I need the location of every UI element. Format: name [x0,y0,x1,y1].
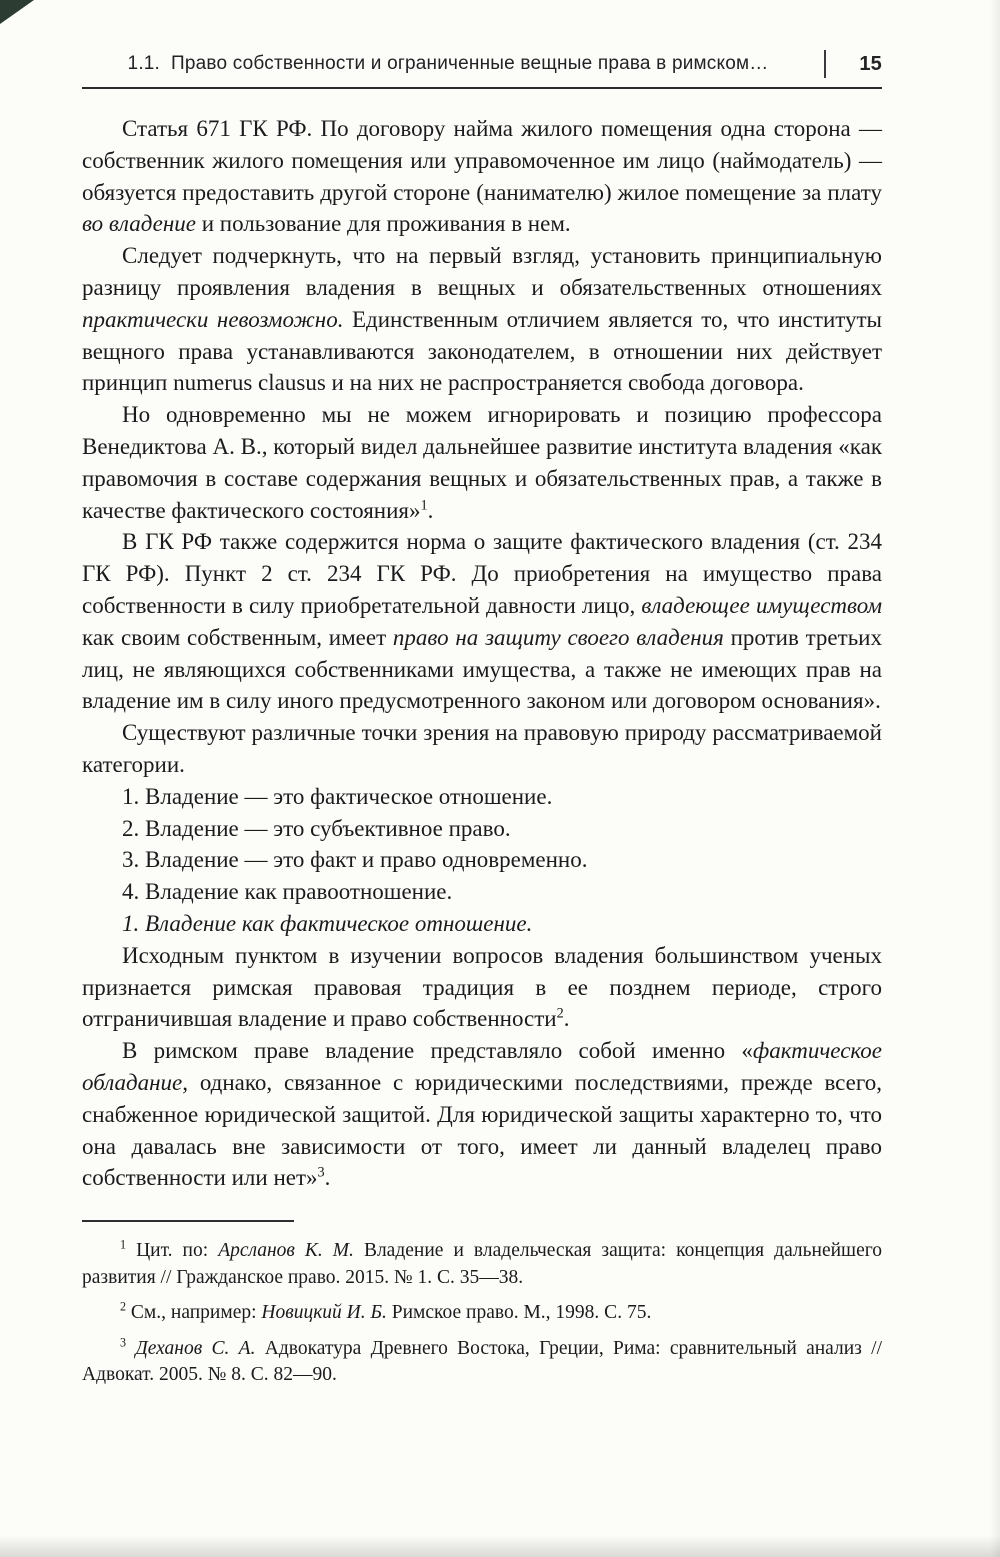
footnote [82,1300,882,1327]
text-run: практически невозможно. [82,306,344,332]
text-run: владеющее имуществом [641,592,882,618]
text-run: Но одновременно мы не можем игнорировать и позицию профессора Венедиктова А. В., который видел дальнейшее развитие института владения «как правомочия в составе содержания вещных и обязательственных прав, а также в качестве фактического состояния» [82,402,882,523]
text-run: Цит. по: [126,1240,219,1262]
text-run: Арсланов К. М. [218,1240,354,1262]
text-run: См., например: [126,1302,262,1324]
text-run: право на защиту своего владения [392,624,724,650]
footnotes [82,1238,882,1389]
paragraph [82,526,882,717]
text-run: Исходным пунктом в изучении вопросов владения большинством ученых признается римская правовая традиция в ее позднем периоде, строго отграничившая владение и право собственности [82,942,882,1032]
text-run: . [563,1006,570,1032]
running-head [82,50,882,78]
footnote-ref: 1 [120,1237,127,1252]
text-run: Деханов С. А. [135,1337,256,1359]
footnote-rule [82,1220,294,1222]
paragraph [82,908,882,940]
body-text [82,113,882,1194]
footnote-ref: 3 [120,1335,127,1350]
paragraph [82,844,882,876]
paragraph [82,940,882,1035]
text-run: Статья 671 ГК РФ. По договору найма жилого помещения одна сторона — собственник жилого помещения или управомоченное им лицо (наймодатель) — обязуется предоставить другой стороне (нанимателю) жилое помещение за плату [82,116,882,205]
text-run: Следует подчеркнуть, что на первый взгляд, установить принципиальную разницу проявления владения в вещных и обязательственных отношениях [82,243,882,300]
footnote-ref: 2 [120,1299,127,1314]
paragraph [82,240,882,399]
footnote-ref: 2 [556,1005,564,1022]
text-run: как своим собственным, имеет [82,624,393,650]
text-run: Новицкий И. Б. [261,1302,387,1324]
text-run: Владение и владельческая защита: концепция дальнейшего развития // Гражданское право. 2015. № 1. С. 35—38. [82,1240,882,1288]
text-run: 3. Владение — это факт и право одновременно. [122,847,588,873]
text-run: Римское право. М., 1998. С. 75. [386,1302,652,1324]
paragraph [82,1035,882,1194]
paragraph [82,781,882,813]
text-run: 4. Владение как правоотношение. [122,879,453,905]
footnote [82,1238,882,1291]
text-run: во владение [82,211,196,237]
text-run: 2. Владение — это субъективное право. [122,815,511,841]
paragraph [82,717,882,781]
text-run: 1. Владение — это фактическое отношение. [122,783,553,809]
text-run: Единственным отличием является то, что институты вещного права устанавливаются законодателем, в отношении них действует принцип numerus clausus и на них не распространяется свобода договора. [82,306,883,396]
text-run: однако, связанное с юридическими последствиями, прежде всего, снабженное юридической защитой. Для юридической защиты характерно то, что она давалась вне зависимости от того, имеет ли данный владелец право собственности или нет» [82,1069,882,1191]
text-run: . [324,1165,331,1191]
running-head-title [82,53,814,75]
section-number: 1.1. [127,53,161,74]
text-run: 1. Владение как фактическое отношение. [122,910,533,936]
text-run: Существуют различные точки зрения на правовую природу рассматриваемой категории. [82,720,882,777]
text-run: В римском праве владение представляло собой именно « [122,1038,753,1064]
scan-edge-shade [990,0,1000,1557]
paragraph [82,876,882,908]
footnote [82,1336,882,1389]
page-number: 15 [859,52,882,75]
text-run: В ГК РФ также содержится норма о защите фактического владения (ст. 234 ГК РФ). Пункт 2 ст. 234 ГК РФ. До приобретения на имущество права собственности в силу приобретательной давности лицо, [82,529,882,618]
text-run [126,1338,135,1359]
text-run: и пользование для проживания в нем. [195,211,571,237]
paragraph [82,113,882,240]
text-run: Адвокатура Древнего Востока, Греции, Рима: сравнительный анализ // Адвокат. 2005. № 8. С. 82—90. [82,1337,882,1386]
paragraph [82,399,882,526]
chapter-title: Право собственности и ограниченные вещные права в римском… [171,53,769,74]
text-run: фактическое обладание, [82,1038,882,1095]
head-rule [82,87,882,89]
footnote-ref: 1 [420,496,428,513]
scan-bottom-shade [0,1535,1000,1557]
paragraph [82,813,882,845]
head-divider [824,50,826,78]
footnote-ref: 3 [317,1164,325,1181]
text-run: . [427,497,434,523]
scan-corner-artifact [0,0,34,24]
text-run: против третьих лиц, не являющихся собственниками имущества, а также не имеющих прав на владение им в силу иного предусмотренного законом или договором основания». [82,624,882,714]
